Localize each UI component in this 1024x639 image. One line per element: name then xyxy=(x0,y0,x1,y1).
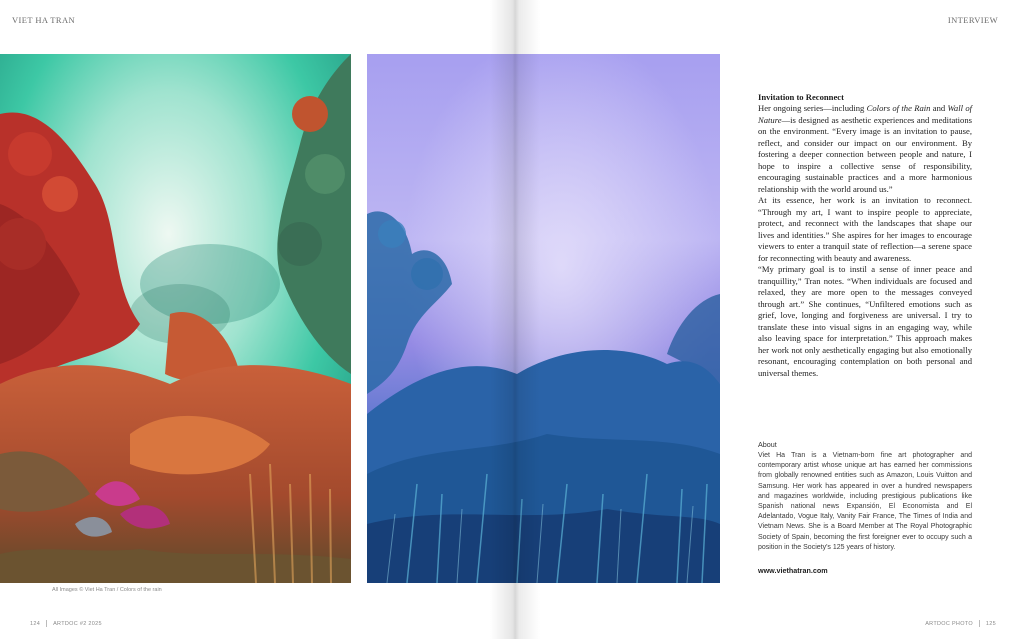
page-number-right: 125 xyxy=(985,620,996,627)
series-title-wall-of-nature: Wall of Nature xyxy=(758,103,972,125)
p1-text-c: —is designed as aesthetic experiences and meditations on the environment. “Every image is an invitation to pause, reflect, and consider our impact on our environment. By fostering a deeper connection between people and nature, I hope to inspire a collective sense of responsibility, encouraging sustainable practices and a more harmonious relationship with the world around us.” xyxy=(758,114,972,194)
about-heading: About xyxy=(758,440,777,449)
magazine-label: ARTDOC PHOTO xyxy=(925,620,973,627)
article-paragraph-2: At its essence, her work is an invitation to reconnect. “Through my art, I want to inspire people to appreciate, protect, and reconnect with the landscapes that shape our lives and identities.” She aspires for her images to encourage viewers to enter a tranquil state of reflection—a serene space for reconnecting with beauty and awareness. xyxy=(758,195,972,263)
article-paragraph-1 xyxy=(758,103,972,195)
series-title-colors-of-the-rain: Colors of the Rain xyxy=(866,103,931,113)
running-head-right: INTERVIEW xyxy=(947,15,998,25)
photo-blue-forest xyxy=(367,54,720,583)
folio-right xyxy=(925,620,996,627)
folio-divider xyxy=(46,620,47,627)
photo-blue-forest-image xyxy=(367,54,720,583)
about-box xyxy=(758,440,972,575)
p1-text-b: and xyxy=(930,103,948,113)
folio-divider xyxy=(979,620,980,627)
photo-red-forest xyxy=(0,54,351,583)
page-number-left: 124 xyxy=(30,620,41,627)
website-link[interactable]: www.viethatran.com xyxy=(758,566,828,576)
issue-label: ARTDOC #2 2025 xyxy=(53,620,102,627)
p1-text-a: Her ongoing series—including xyxy=(758,103,867,113)
running-head-left: VIET HA TRAN xyxy=(12,15,76,25)
photo-caption: All Images © Viet Ha Tran / Colors of the rain xyxy=(52,587,162,593)
folio-left xyxy=(30,620,102,627)
photo-red-forest-image xyxy=(0,54,351,583)
about-body: Viet Ha Tran is a Vietnam-born fine art photographer and contemporary artist whose unique art has earned her commissions from globally renowned entities such as Amazon, Louis Vuitton and Samsung. Her work has appeared in over a hundred newspapers and magazines worldwide, including prestigious publications like Spanish national news Expansión, El Economista and El Adelantado, Vogue Italy, Vanity Fair France, The Times of India and Vietnam News. She is a Board Member at The Royal Photographic Society of Spain, becoming the first foreigner ever to occupy such a position in the Society's 125 years of history. xyxy=(758,452,972,551)
section-heading: Invitation to Reconnect xyxy=(758,92,844,102)
article-paragraph-3: “My primary goal is to instil a sense of inner peace and tranquillity,” Tran notes. “When individuals are focused and relaxed, they are more open to the messages conveyed through art.” She continues, “Unfiltered emotions such as grief, love, longing and forgiveness are universal. I try to translate these into visual signs in an engaging way, while also leaving space for interpretation.” This approach makes her work not only aesthetically engaging but also emotionally resonant, encouraging contemplation on both personal and universal themes. xyxy=(758,264,972,378)
article-column xyxy=(758,92,972,379)
